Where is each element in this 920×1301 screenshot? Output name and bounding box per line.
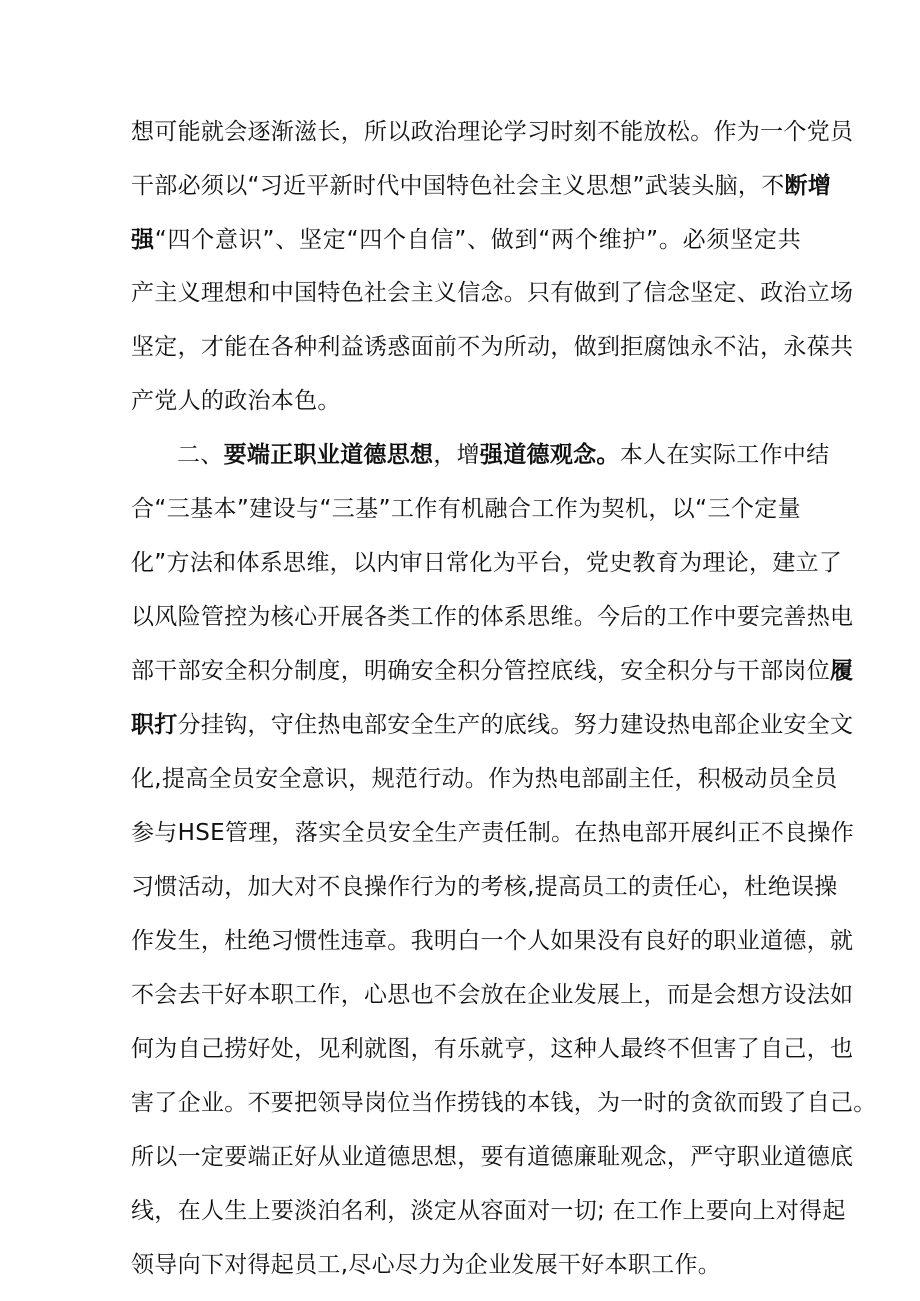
paragraph-2-line-9 (131, 873, 838, 901)
text-run: 不会去干好本职工作，心思也不会放在企业发展上，而是会想方设法如 (131, 982, 854, 1008)
paragraph-2-line-15 (131, 1197, 846, 1225)
text-run: 害了企业。不要把领导岗位当作捞钱的本钱，为一时的贪欲而毁了自己。 (131, 1090, 877, 1116)
bold-text-run: 职打 (131, 712, 178, 738)
text-run: 部干部安全积分制度，明确安全积分管控底线，安全积分与干部岗位 (131, 658, 830, 684)
paragraph-1-line-1 (131, 118, 854, 146)
text-run: 合“三基本”建设与“三基”工作有机融合工作为契机，以“三个定量 (131, 496, 801, 522)
bold-text-run: 强道德观念。 (479, 442, 620, 468)
paragraph-2-line-16 (131, 1251, 721, 1279)
text-run: 本人在实际工作中结 (619, 442, 830, 468)
text-run: 习惯活动，加大对不良操作行为的考核,提高员工的责任心，杜绝误操 (131, 874, 838, 900)
bold-text-run: 要端正职业道德思想 (223, 442, 434, 468)
paragraph-1-line-2 (131, 172, 832, 200)
text-run: 坚定，才能在各种利益诱惑面前不为所动，做到拒腐蚀永不沾，永葆共 (131, 334, 854, 360)
paragraph-2-line-2 (131, 495, 801, 523)
bold-text-run: 强 (131, 227, 155, 253)
text-run: 何为自己捞好处，见利就图，有乐就亨，这种人最终不但害了自己，也 (131, 1036, 854, 1062)
text-run: ，增 (433, 442, 480, 468)
text-run: 干部必须以“习近平新时代中国特色社会主义思想”武装头脑，不 (131, 173, 785, 199)
paragraph-2-line-5 (131, 657, 854, 685)
text-run: 想可能就会逐渐滋长，所以政治理论学习时刻不能放松。作为一个党员 (131, 119, 854, 145)
paragraph-2-line-10 (131, 927, 854, 955)
text-run: 化,提高全员安全意识，规范行动。作为热电部副主任，积极动员全员 (131, 766, 838, 792)
paragraph-2-line-7 (131, 765, 838, 793)
paragraph-2-line-11 (131, 981, 854, 1009)
text-run: 化”方法和体系思维，以内审日常化为平台，党史教育为理论，建立了 (131, 550, 843, 576)
paragraph-2-line-13 (131, 1089, 877, 1117)
text-run: 产主义理想和中国特色社会主义信念。只有做到了信念坚定、政治立场 (131, 280, 854, 306)
paragraph-2-line-1 (177, 441, 830, 469)
paragraph-2-line-14 (131, 1143, 854, 1171)
text-run: “四个意识”、坚定“四个自信”、做到“两个维护”。必须坚定共 (154, 227, 801, 253)
text-run: 线，在人生上要淡泊名利，淡定从容面对一切; 在工作上要向上对得起 (131, 1198, 846, 1224)
paragraph-1-line-5 (131, 333, 854, 361)
text-run: 以风险管控为核心开展各类工作的体系思维。今后的工作中要完善热电 (131, 604, 854, 630)
text-run: 所以一定要端正好从业道德思想，要有道德廉耻观念，严守职业道德底 (131, 1144, 854, 1170)
text-run: 作发生，杜绝习惯性违章。我明白一个人如果没有良好的职业道德，就 (131, 928, 854, 954)
paragraph-1-line-3 (131, 226, 801, 254)
paragraph-2-line-12 (131, 1035, 854, 1063)
text-run: 领导向下对得起员工,尽心尽力为企业发展干好本职工作。 (131, 1252, 722, 1278)
text-run: 参与HSE管理，落实全员安全生产责任制。在热电部开展纠正不良操作 (131, 820, 855, 846)
paragraph-1-line-6 (131, 387, 341, 415)
paragraph-2-line-6 (131, 711, 854, 739)
bold-text-run: 断增 (784, 173, 832, 199)
paragraph-2-line-8 (131, 819, 855, 847)
paragraph-2-line-3 (131, 549, 843, 577)
paragraph-1-line-4 (131, 279, 854, 307)
bold-text-run: 履 (830, 658, 854, 684)
text-run: 分挂钩，守住热电部安全生产的底线。努力建设热电部企业安全文 (177, 712, 854, 738)
text-run: 二、 (177, 442, 224, 468)
text-run: 产党人的政治本色。 (131, 388, 341, 414)
paragraph-2-line-4 (131, 603, 854, 631)
